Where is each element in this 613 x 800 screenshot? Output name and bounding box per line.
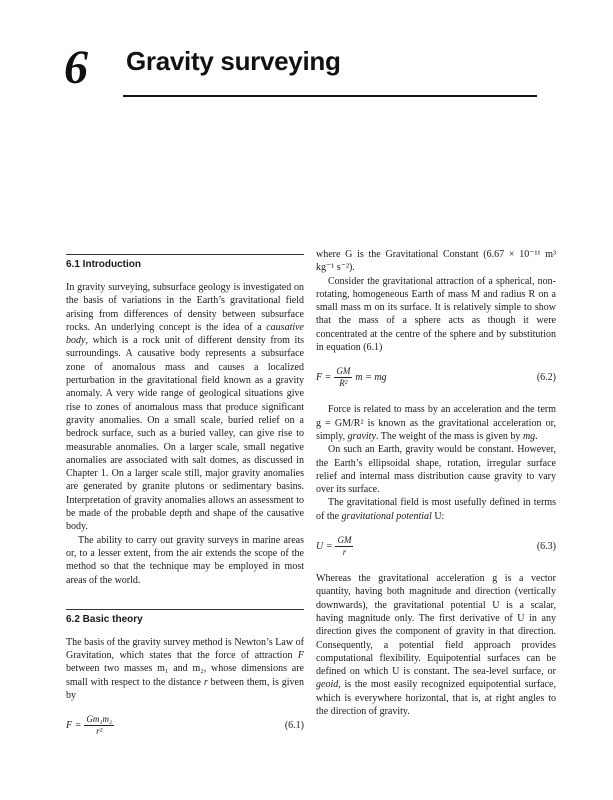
equation-number: (6.1): [284, 720, 304, 732]
equation-6-2: F = $\frac{GM}{\text{R²}}$ m = mg (6.2): [316, 366, 556, 389]
paragraph: On such an Earth, gravity would be constant. However, the Earth’s ellipsoidal shape, rotation, irregular surface relief and internal mass distribution cause gravity to vary over its surface.: [316, 444, 556, 496]
section-rule: [66, 254, 304, 255]
paragraph: The gravitational field is most usefully defined in terms of the gravitational potential U:: [316, 497, 556, 522]
paragraph: Force is related to mass by an acceleration and the term g = GM/R² is known as the gravitational acceleration or, simply, gravity. The weight of the mass is given by mg.: [316, 404, 556, 442]
section-heading-introduction: 6.1 Introduction: [66, 259, 141, 270]
equation-6-3: U = $\frac{GM}{r}$ (6.3): [316, 535, 556, 558]
section-rule: [66, 609, 304, 610]
left-column: [66, 254, 304, 751]
paragraph: The basis of the gravity survey method is Newton’s Law of Gravitation, which states that the force of attraction F between two masses m₁ and m₂, whose dimensions are small with respect to the distance r between them, is given by: [66, 636, 304, 702]
section-heading-basic-theory: 6.2 Basic theory: [66, 613, 143, 625]
paragraph: In gravity surveying, subsurface geology is investigated on the basis of variations in the Earth’s gravitational field arising from differences of density between subsurface rocks. An underlying concept is the idea of a causative body, which is a rock unit of different density from its surroundings. A causative body represents a subsurface zone of anomalous mass and causes a localized perturbation in the gravitational field known as a gravity anomaly. A very wide range of geological situations give rise to zones of anomalous mass that produce significant gravity anomalies. On a small scale, buried relief on a bedrock surface, such as a buried valley, can give rise to measurable anomalies. On a larger scale, small negative anomalies are associated with salt domes, as discussed in Chapter 1. On a larger scale still, major gravity anomalies are generated by granite plutons or sedimentary basins. Interpretation of gravity anomalies allows an assessment to be made of the probable depth and shape of the causative body.: [66, 282, 304, 533]
equation-number: (6.3): [536, 540, 556, 552]
equation-number: (6.2): [536, 372, 556, 384]
paragraph: Consider the gravitational attraction of a spherical, non-rotating, homogeneous Earth of mass M and radius R on a small mass m on its surface. It is relatively simple to show that the mass of a sphere acts as though it were concentrated at the centre of the sphere and by substitution in equation (6.1): [316, 275, 556, 354]
equation-6-1: F = $\frac{\text{Gm₁m₂}}{\text{r²}}$ (6.1): [66, 714, 304, 737]
paragraph: The ability to carry out gravity surveys in marine areas or, to a lesser extent, from the air extends the scope of the method so that the technique may be employed in most areas of the world.: [66, 534, 304, 586]
right-column: [316, 248, 556, 718]
paragraph: Whereas the gravitational acceleration g is a vector quantity, having both magnitude and direction (vertically downwards), the gravitational potential U is a scalar, having magnitude only. The first derivative of U in any direction gives the component of gravity in that direction. Consequently, a potential field approach provides computational flexibility. Equipotential surfaces can be defined on which U is constant. The sea-level surface, or geoid, is the most easily recognized equipotential surface, which is everywhere horizontal, that is, at right angles to the direction of gravity.: [316, 573, 556, 718]
chapter-title: Gravity surveying: [126, 46, 341, 76]
chapter-rule: [123, 95, 537, 97]
chapter-number: 6: [64, 41, 88, 94]
paragraph: where G is the Gravitational Constant (6.67 × 10⁻¹¹ m³ kg⁻¹ s⁻²).: [316, 249, 556, 274]
